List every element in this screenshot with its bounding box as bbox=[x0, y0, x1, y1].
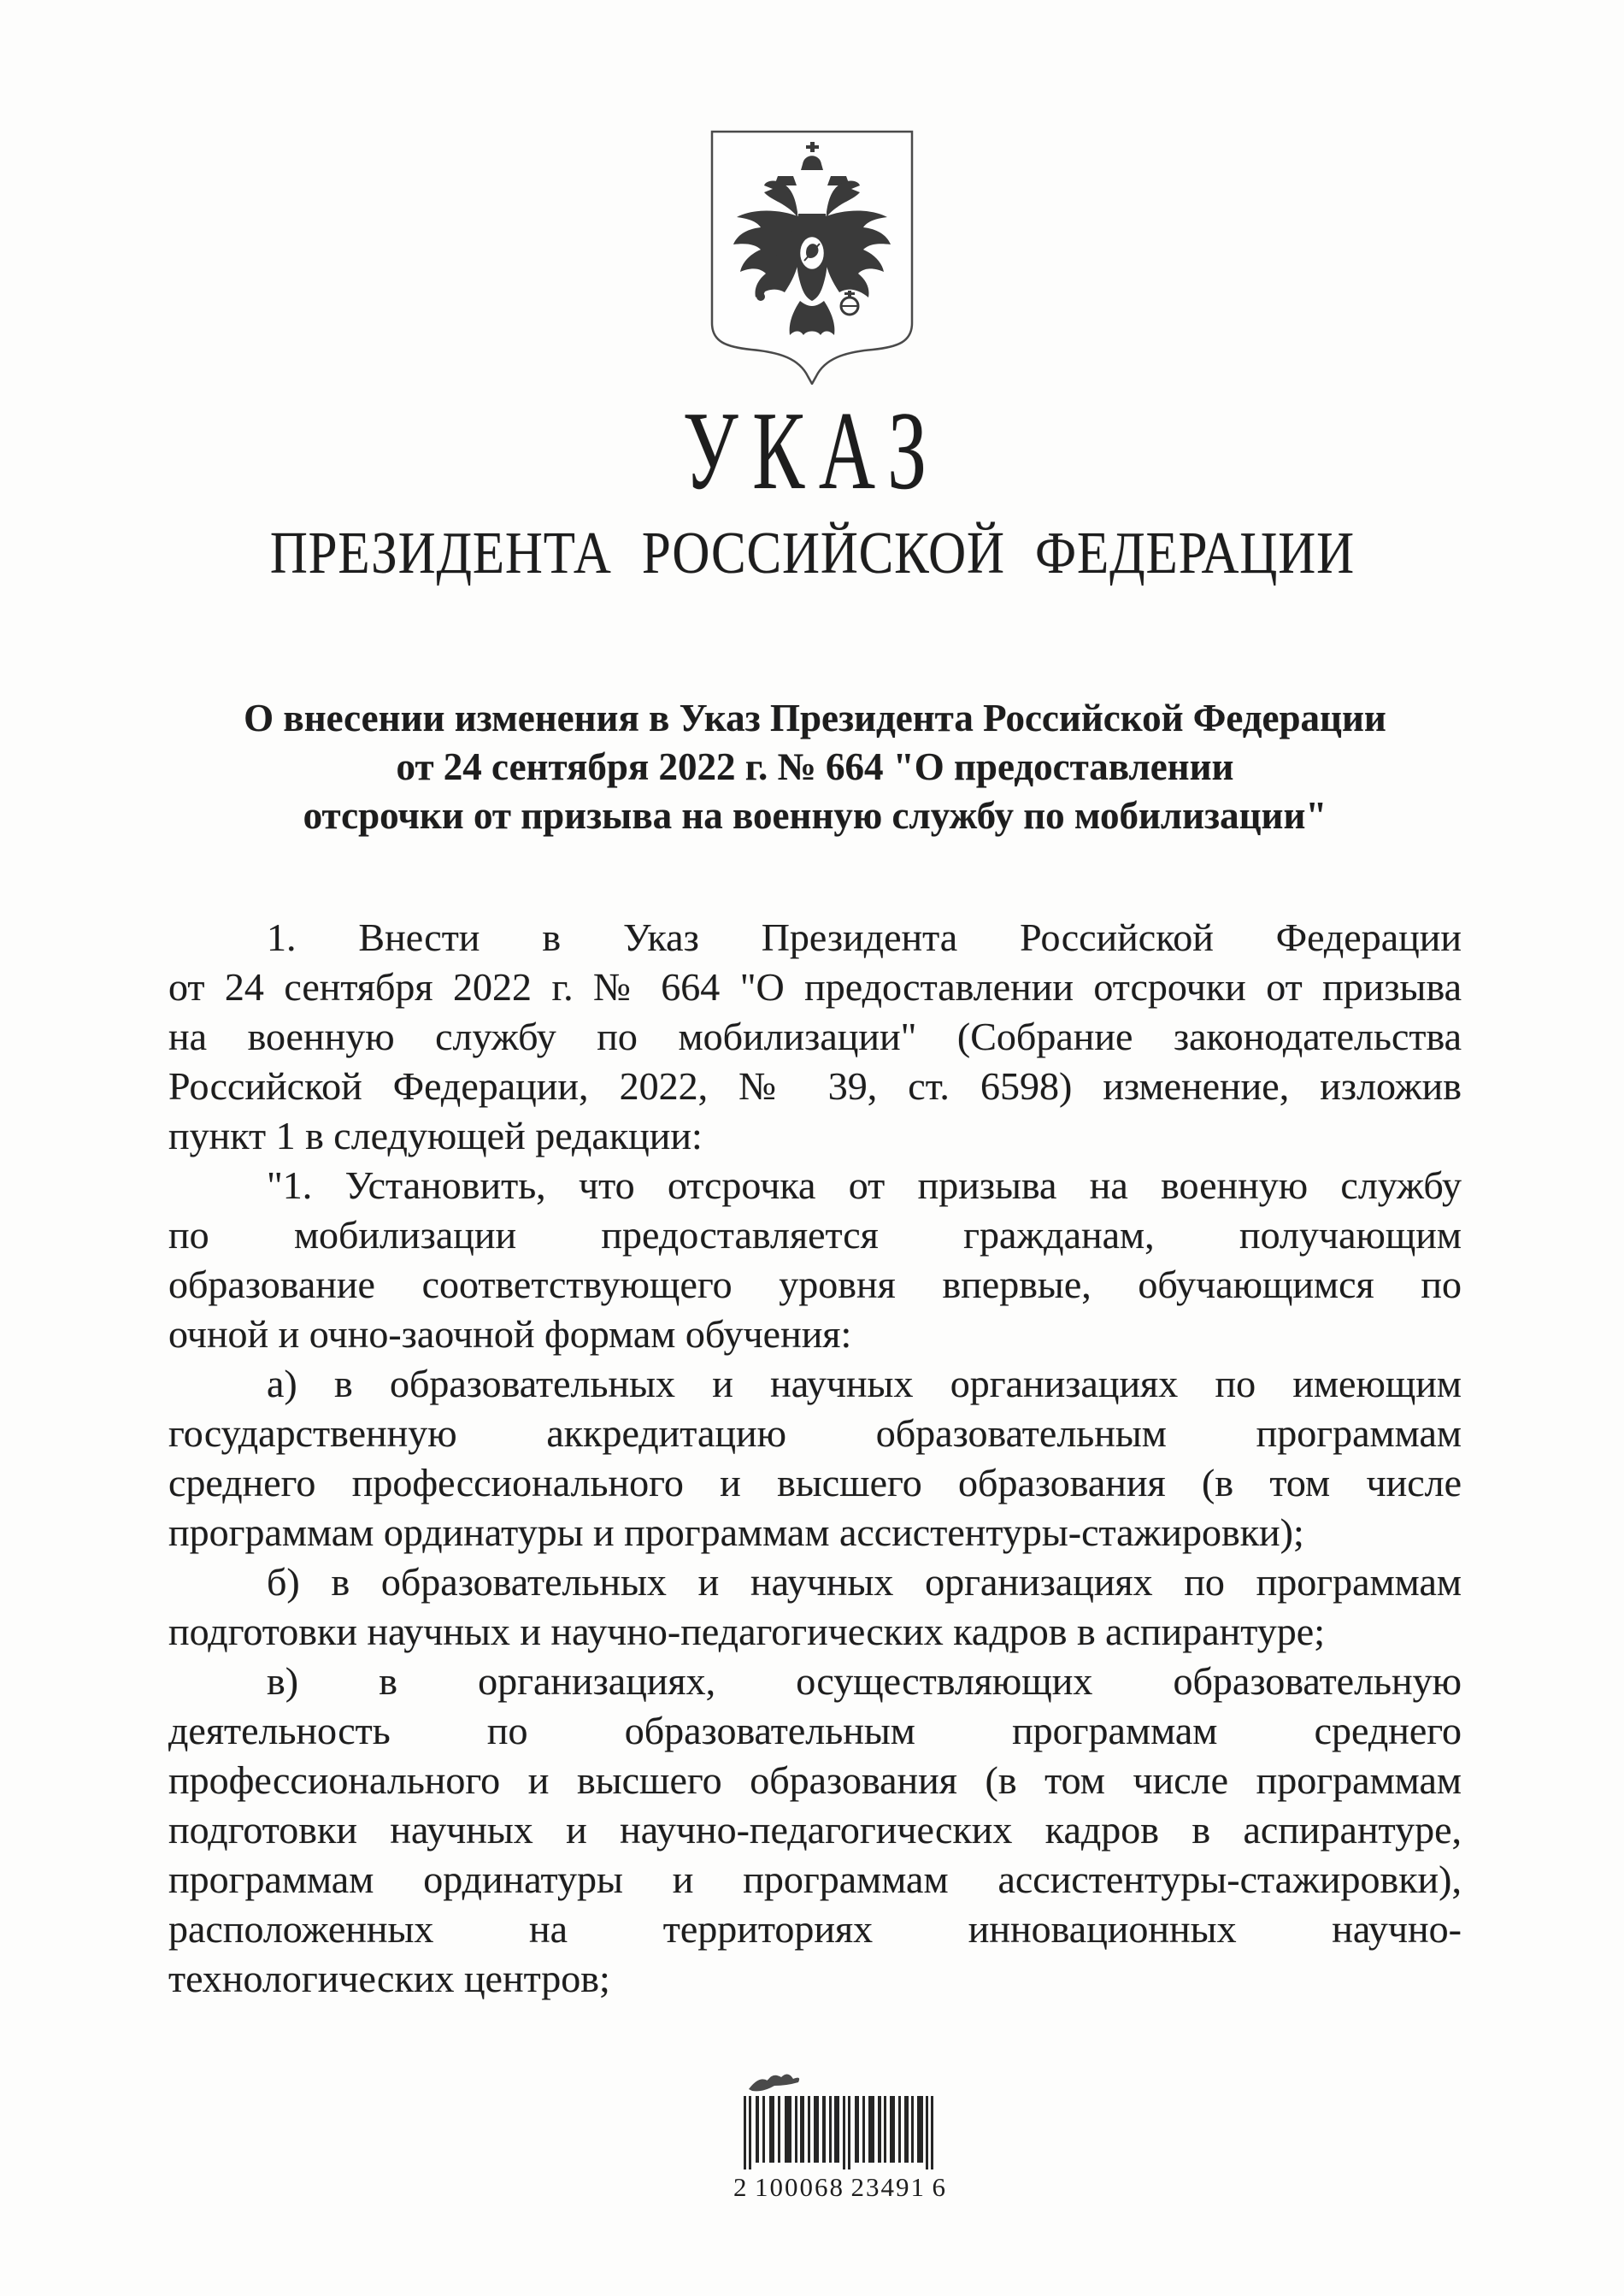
body-line: очной и очно-заочной формам обучения: bbox=[168, 1312, 852, 1356]
barcode-block bbox=[733, 2069, 947, 2204]
body-line: программам ординатуры и программам ассистентуры-стажировки), bbox=[168, 1857, 1462, 1901]
body-line: государственную аккредитацию образовательным программам bbox=[168, 1411, 1462, 1455]
body-line: подготовки научных и научно-педагогических кадров в аспирантуре, bbox=[168, 1808, 1462, 1852]
doc-type-heading bbox=[0, 389, 1624, 513]
russian-coat-of-arms-icon bbox=[707, 128, 917, 385]
body-line: в) в организациях, осуществляющих образовательную bbox=[267, 1659, 1462, 1703]
body-line: технологических центров; bbox=[168, 1957, 610, 2000]
decree-title-line: от 24 сентября 2022 г. № 664 "О предоставлении bbox=[396, 745, 1234, 788]
body-line: расположенных на территориях инновационных научно- bbox=[168, 1907, 1462, 1951]
body-line: от 24 сентября 2022 г. № 664 "О предоставлении отсрочки от призыва bbox=[168, 965, 1462, 1009]
decree-title-line: отсрочки от призыва на военную службу по мобилизации" bbox=[303, 794, 1327, 837]
paragraph-2 bbox=[168, 1161, 1462, 1359]
decree-body bbox=[168, 913, 1462, 2004]
barcode-digit-group: 6 bbox=[932, 2172, 947, 2202]
body-line: подготовки научных и научно-педагогических кадров в аспирантуре; bbox=[168, 1610, 1325, 1653]
issuer-heading bbox=[0, 523, 1624, 585]
body-line: программам ординатуры и программам ассистентуры-стажировки); bbox=[168, 1510, 1304, 1554]
doc-type-text: УКАЗ bbox=[682, 389, 941, 513]
barcode-image bbox=[744, 2096, 933, 2169]
barcode-digit-group: 23491 bbox=[850, 2172, 926, 2202]
body-line: профессионального и высшего образования (в том числе программам bbox=[168, 1758, 1462, 1802]
paragraph-3 bbox=[168, 1359, 1462, 1557]
decree-title-line: О внесении изменения в Указ Президента Российской Федерации bbox=[244, 697, 1386, 739]
issuer-text: ПРЕЗИДЕНТА РОССИЙСКОЙ ФЕДЕРАЦИИ bbox=[269, 521, 1355, 586]
body-line: образование соответствующего уровня впервые, обучающимся по bbox=[168, 1263, 1462, 1306]
body-line: "1. Установить, что отсрочка от призыва на военную службу bbox=[267, 1163, 1462, 1207]
paragraph-1 bbox=[168, 913, 1462, 1161]
body-line: среднего профессионального и высшего образования (в том числе bbox=[168, 1461, 1462, 1504]
paragraph-5 bbox=[168, 1657, 1462, 2004]
body-line: б) в образовательных и научных организациях по программам bbox=[267, 1560, 1462, 1604]
barcode-digit-group: 2 bbox=[733, 2172, 749, 2202]
barcode-digit-group: 100068 bbox=[755, 2172, 844, 2202]
decree-title bbox=[168, 694, 1462, 840]
paragraph-4 bbox=[168, 1557, 1462, 1657]
body-line: по мобилизации предоставляется гражданам, получающим bbox=[168, 1213, 1462, 1257]
barcode-digits bbox=[733, 2171, 947, 2204]
body-line: деятельность по образовательным программам среднего bbox=[168, 1709, 1462, 1752]
body-line: Российской Федерации, 2022, № 39, ст. 6598) изменение, изложив bbox=[168, 1064, 1462, 1108]
body-line: 1. Внести в Указ Президента Российской Федерации bbox=[267, 915, 1462, 959]
body-line: пункт 1 в следующей редакции: bbox=[168, 1114, 703, 1157]
body-line: на военную службу по мобилизации" (Собрание законодательства bbox=[168, 1015, 1462, 1058]
body-line: а) в образовательных и научных организациях по имеющим bbox=[267, 1362, 1462, 1405]
ink-mark-icon bbox=[742, 2069, 827, 2096]
